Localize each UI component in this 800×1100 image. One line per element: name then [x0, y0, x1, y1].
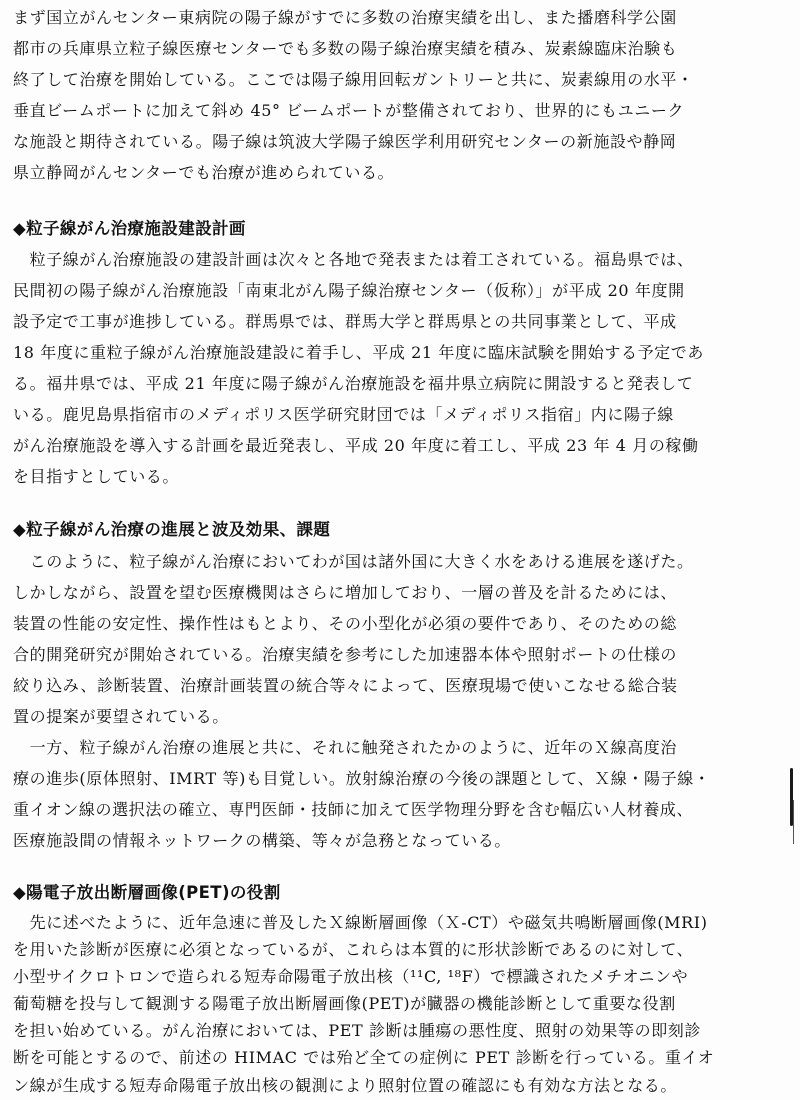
section2-line-6: 置の提案が要望されている。	[13, 707, 229, 726]
intro-line-3: 終了して治療を開始している。ここでは陽子線用回転ガントリーと共に、炭素線用の水平・	[13, 70, 694, 89]
section2-line-7: 一方、粒子線がん治療の進展と共に、それに触発されたかのように、近年のＸ線高度治	[13, 738, 678, 757]
section3-line-2: を用いた診断が医療に必須となっているが、これらは本質的に形状診断であるのに対して、	[13, 940, 694, 959]
section3-line-4: 葡萄糖を投与して観測する陽電子放出断層画像(PET)が臓器の機能診断として重要な役割	[13, 994, 676, 1013]
section1-line-1: 粒子線がん治療施設の建設計画は次々と各地で発表または着工されている。福島県では、	[13, 250, 694, 269]
section1-line-4: 18 年度に重粒子線がん治療施設建設に着手し、平成 21 年度に臨床試験を開始する予定であ	[13, 343, 704, 362]
intro-line-6: 県立静岡がんセンターでも治療が進められている。	[13, 163, 395, 182]
section1-line-8: を目指すとしている。	[13, 467, 180, 486]
section3-line-1: 先に述べたように、近年急速に普及したＸ線断層画像（Ｘ-CT）や磁気共鳴断層画像(MRI)	[13, 913, 708, 932]
section2-line-4: 合的開発研究が開始されている。治療実績を参考にした加速器本体や照射ポートの仕様の	[13, 645, 678, 664]
intro-line-1: まず国立がんセンター東病院の陽子線がすでに多数の治療実績を出し、また播磨科学公園	[13, 8, 677, 27]
section3-line-3: 小型サイクロトロンで造られる短寿命陽電子放出核（¹¹C, ¹⁸F）で標識されたメチオニンや	[13, 967, 689, 986]
intro-line-5: な施設と期待されている。陽子線は筑波大学陽子線医学利用研究センターの新施設や静岡	[13, 132, 677, 151]
section3-line-6: 断を可能とするので、前述の HIMAC では殆ど全ての症例に PET 診断を行っている。重イオ	[13, 1048, 715, 1067]
intro-line-2: 都市の兵庫県立粒子線医療センターでも多数の陽子線治療実績を積み、炭素線臨床治験も	[13, 39, 678, 58]
section3-line-5: を担い始めている。がん治療においては、PET 診断は腫瘍の悪性度、照射の効果等の即刻診	[13, 1021, 702, 1040]
section1-line-7: がん治療施設を導入する計画を最近発表し、平成 20 年度に着工し、平成 23 年 4 月の稼働	[13, 436, 699, 455]
section1-line-6: いる。鹿児島県指宿市のメディポリス医学研究財団では「メディポリス指宿」内に陽子線	[13, 405, 674, 424]
section2-line-9: 重イオン線の選択法の確立、専門医師・技師に加えて医学物理分野を含む幅広い人材養成、	[13, 800, 694, 819]
section2-line-10: 医療施設間の情報ネットワークの構築、等々が急務となっている。	[13, 831, 512, 850]
section-heading-facility-plans: ◆粒子線がん治療施設建設計画	[13, 219, 246, 238]
section1-line-3: 設予定で工事が進捗している。群馬県では、群馬大学と群馬県との共同事業として、平成	[13, 312, 677, 331]
section1-line-2: 民間初の陽子線がん治療施設「南東北がん陽子線治療センター（仮称）」が平成 20 年度開	[13, 281, 685, 300]
section2-line-1: このように、粒子線がん治療においてわが国は諸外国に大きく水をあける進展を遂げた。	[13, 552, 694, 571]
section2-line-2: しかしながら、設置を望む医療機関はさらに増加しており、一層の普及を計るためには、	[13, 583, 678, 602]
section2-line-5: 絞り込み、診断装置、治療計画装置の統合等々によって、医療現場で使いこなせる総合装	[13, 676, 678, 695]
scan-artifact-mark-thin	[793, 800, 794, 844]
section3-line-7: ン線が生成する短寿命陽電子放出核の観測により照射位置の確認にも有効な方法となる。	[13, 1076, 678, 1095]
section-heading-progress-issues: ◆粒子線がん治療の進展と波及効果、課題	[13, 520, 331, 539]
section2-line-3: 装置の性能の安定性、操作性はもとより、その小型化が必須の要件であり、そのための総	[13, 614, 678, 633]
section-heading-pet-role: ◆陽電子放出断層画像(PET)の役割	[13, 883, 281, 902]
section2-line-8: 療の進歩(原体照射、IMRT 等)も目覚しい。放射線治療の今後の課題として、Ｘ線・陽子線・	[13, 769, 711, 788]
intro-line-4: 垂直ビームポートに加えて斜め 45° ビームポートが整備されており、世界的にもユニーク	[13, 101, 685, 120]
section1-line-5: る。福井県では、平成 21 年度に陽子線がん治療施設を福井県立病院に開設すると発表して	[13, 374, 694, 393]
